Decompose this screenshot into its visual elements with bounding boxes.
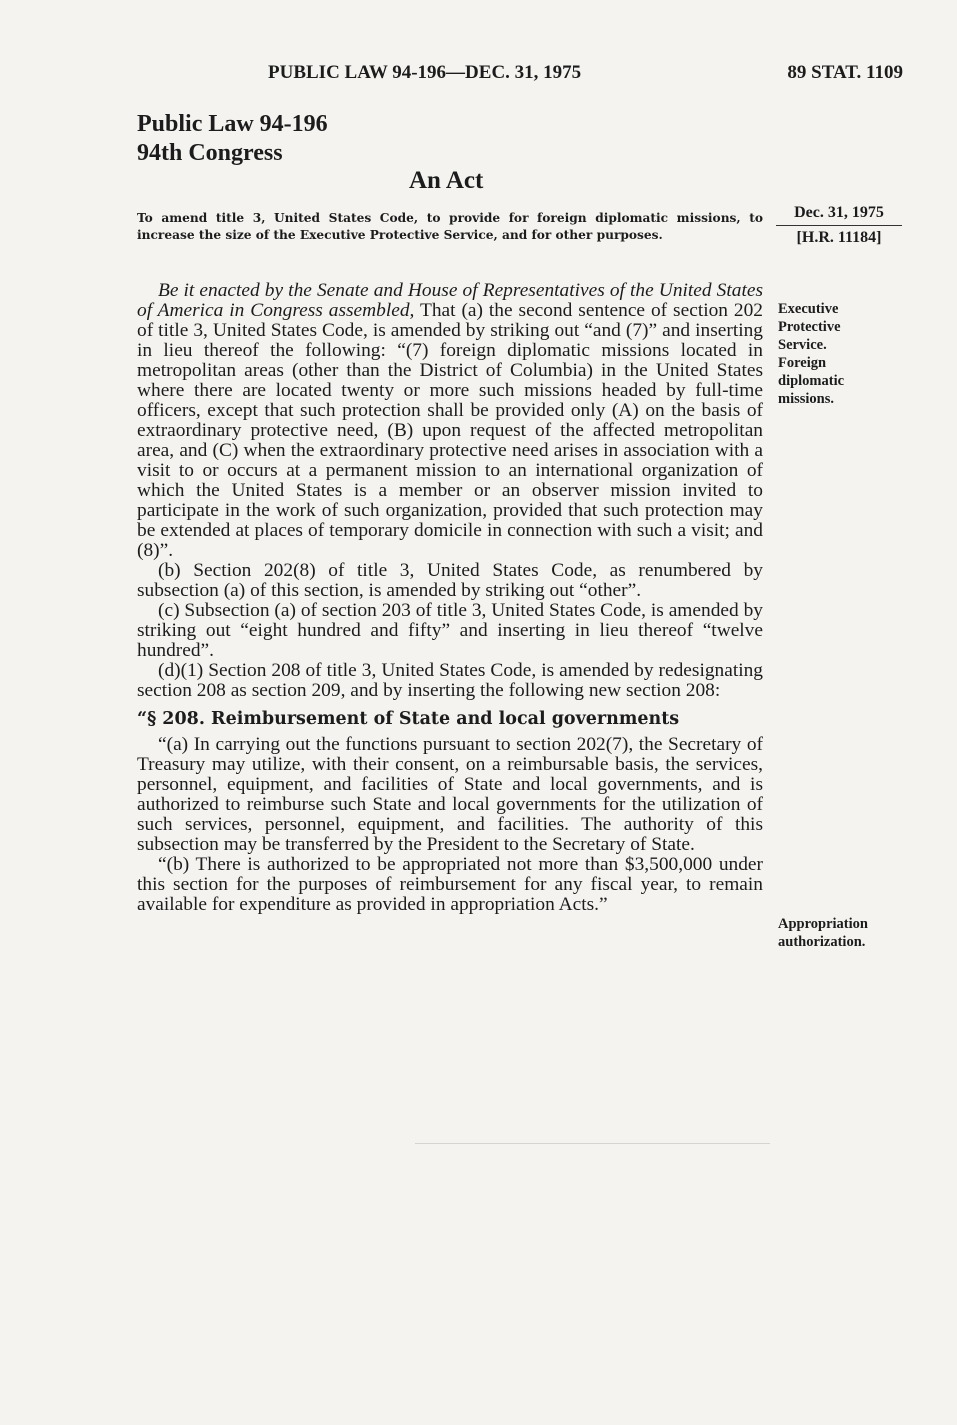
law-identifier [137,110,328,168]
enacting-clause: Be it enacted by the Senate and House of Representatives of the United States of America in Congress assembled, [137,280,763,321]
sidenote-line: Service. [778,337,827,353]
sidenote-appropriation [778,915,888,951]
act-purpose: To amend title 3, United States Code, to provide for foreign diplomatic missions, to increase the size of the Executive Protective Service, and for other purposes. [137,211,763,242]
congress-number: 94th Congress [137,140,283,166]
section-208-heading: “§ 208. Reimbursement of State and local governments [137,709,680,729]
subsection-a: “(a) In carrying out the functions pursuant to section 202(7), the Secretary of Treasury may utilize, with their consent, on a reimbursable basis, the services, personnel, equipment, and facilities of State and local governments, and is authorized to reimburse such State and local governments for the utilization of such services, personnel, equipment, and facilities. The authority of this subsection may be transferred by the President to the Secretary of State. [137,734,763,855]
sidenote-executive-protective-service [778,300,888,408]
sidenote-line: Appropriation [778,916,868,932]
sidenote-line: Foreign [778,355,827,371]
paragraph-c: (c) Subsection (a) of section 203 of title 3, United States Code, is amended by striking out “eight hundred and fifty” and inserting in lieu thereof “twelve hundred”. [137,600,763,661]
sidenote-line: authorization. [778,934,866,950]
act-body [137,281,763,915]
subsection-b: “(b) There is authorized to be appropriated not more than $3,500,000 under this section for the purposes of reimbursement for any fiscal year, to remain available for expenditure as provided in appropriation Acts.” [137,854,763,915]
paragraph-b: (b) Section 202(8) of title 3, United States Code, as renumbered by subsection (a) of this section, is amended by striking out “other”. [137,560,763,601]
sidenote-line: diplomatic [778,373,845,389]
sidenote-line: missions. [778,391,835,407]
margin-date-block [776,204,902,247]
running-title: PUBLIC LAW 94-196—DEC. 31, 1975 [268,62,582,83]
sidenote-line: Protective [778,319,841,335]
stat-reference: 89 STAT. 1109 [787,62,903,83]
law-number: Public Law 94-196 [137,111,328,137]
paragraph-d: (d)(1) Section 208 of title 3, United States Code, is amended by redesignating section 208 as section 209, and by inserting the following new section 208: [137,660,763,701]
bill-number: [H.R. 11184] [796,229,882,246]
act-title: An Act [409,167,484,194]
sidenote-line: Executive [778,301,839,317]
paragraph-a-text: That (a) the second sentence of section 202 of title 3, United States Code, is amended by striking out “and (7)” and inserting in lieu thereof the following: “(7) foreign diplomatic missions located in metropolitan areas (other than the District of Columbia) in the United States where there are located twenty or more such missions headed by full-time officers, except that such protection shall be provided only (A) on the basis of extraordinary protective need, (B) upon request of the affected metropolitan area, and (C) when the extraordinary protective need arises in association with a visit to or occurs at a permanent mission to an international organization of which the United States is a member or an observer mission invited to participate in the work of such organization, provided that such protection may be extended at places of temporary domicile in connection with such a visit; and (8)”. [137,300,763,561]
paragraph-a [137,281,763,561]
enactment-date: Dec. 31, 1975 [794,204,884,221]
date-rule [776,225,902,226]
show-through-rule [415,1143,770,1144]
